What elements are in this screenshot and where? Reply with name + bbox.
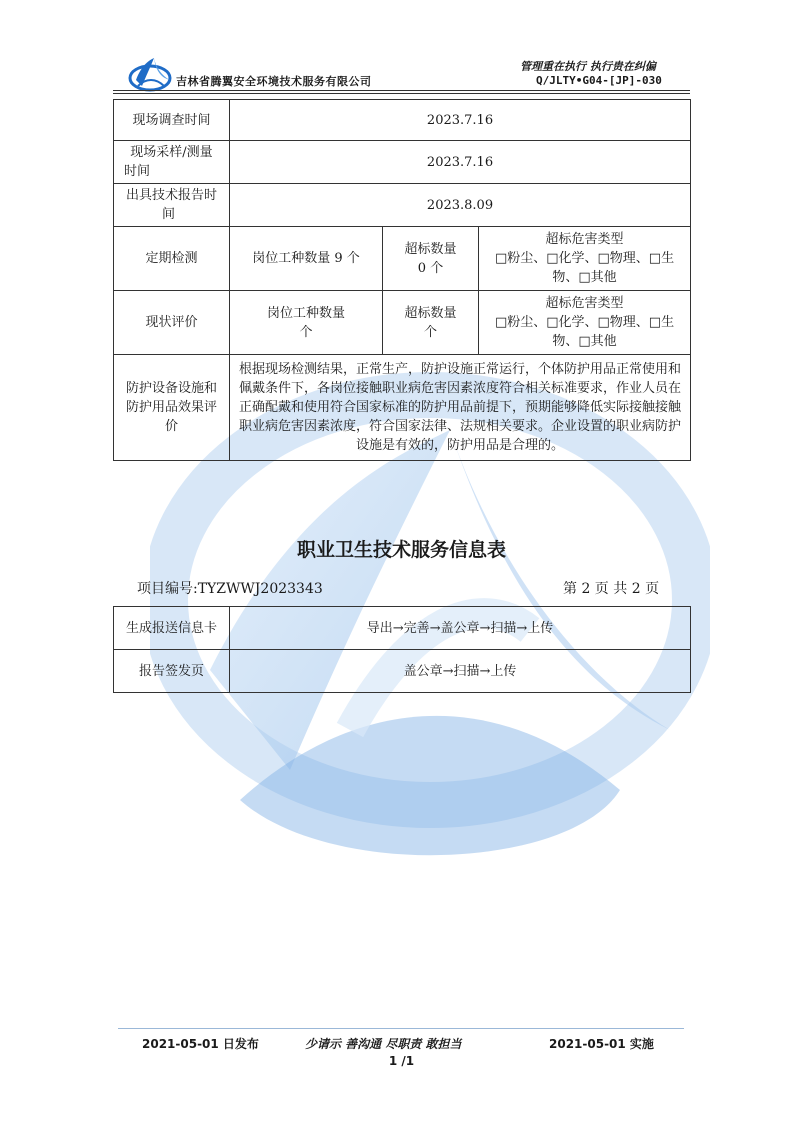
sampling-time-value: 2023.7.16 (230, 141, 691, 184)
table-row (114, 650, 691, 693)
survey-time-value: 2023.7.16 (230, 100, 691, 141)
current-exceed (383, 291, 479, 355)
table-row (114, 607, 691, 650)
sampling-time-label-line1: 现场采样/测量 (130, 145, 213, 160)
page-number: 1 /1 (388, 1054, 415, 1068)
process-label: 报告签发页 (114, 650, 230, 693)
sampling-time-label (114, 141, 230, 184)
header-divider (113, 90, 690, 91)
current-positions-line2: 个 (299, 324, 313, 340)
periodic-test-label: 定期检测 (114, 227, 230, 291)
current-eval-label: 现状评价 (114, 291, 230, 355)
periodic-hazard-title: 超标危害类型 (545, 232, 624, 247)
process-value: 导出→完善→盖公章→扫描→上传 (230, 607, 691, 650)
report-time-value: 2023.8.09 (230, 184, 691, 227)
current-hazard-line2: 物、□其他 (552, 334, 617, 349)
report-time-label (114, 184, 230, 227)
current-exceed-label: 超标数量 (404, 305, 457, 321)
current-positions-line1: 岗位工种数量 (266, 305, 345, 321)
section-title: 职业卫生技术服务信息表 (296, 539, 506, 561)
process-table (113, 606, 691, 693)
footer-motto: 少请示 善沟通 尽职责 敢担当 (305, 1037, 462, 1051)
current-hazard-title: 超标危害类型 (545, 296, 624, 311)
company-logo-icon (128, 56, 172, 92)
current-exceed-value: 个 (423, 324, 437, 340)
table-row (114, 291, 691, 355)
table-row (114, 355, 691, 461)
report-time-label-line1: 出具技术报告时 (125, 188, 217, 203)
service-info-table (113, 99, 691, 461)
current-positions (230, 291, 383, 355)
table-row (114, 141, 691, 184)
protection-label-line3: 价 (164, 419, 178, 434)
page-info: 第 2 页 共 2 页 (563, 581, 660, 597)
periodic-hazard-line2: 物、□其他 (552, 270, 617, 285)
survey-time-label: 现场调查时间 (114, 100, 230, 141)
protection-eval-text: 根据现场检测结果，正常生产，防护设施正常运行，个体防护用品正常使用和佩戴条件下，各岗位接触职业病危害因素浓度符合相关标准要求，作业人员在正确配戴和使用符合国家标准的防护用品前提下，预期能够降低实际接触接触职业病危害因素浓度，符合国家法律、法规相关要求。企业设置的职业病防护设施是有效的，防护用品是合理的。 (230, 355, 691, 461)
implement-date: 2021-05-01 实施 (549, 1037, 654, 1051)
current-hazard-types (479, 291, 691, 355)
protection-label-line1: 防护设备设施和 (125, 381, 217, 396)
publish-date: 2021-05-01 日发布 (142, 1037, 259, 1051)
report-time-label-line2: 间 (162, 207, 176, 222)
protection-eval-label (114, 355, 230, 461)
current-hazard-line1: □粉尘、□化学、□物理、□生 (494, 315, 675, 330)
footer-divider (118, 1028, 684, 1029)
table-row (114, 184, 691, 227)
header-divider-secondary (113, 93, 690, 94)
periodic-exceed-value: 0 个 (417, 260, 444, 276)
periodic-positions: 岗位工种数量 9 个 (230, 227, 383, 291)
periodic-hazard-types (479, 227, 691, 291)
protection-label-line2: 防护用品效果评 (125, 400, 217, 415)
periodic-exceed (383, 227, 479, 291)
periodic-exceed-label: 超标数量 (404, 241, 457, 257)
sampling-time-label-line2: 时间 (124, 164, 151, 179)
table-row (114, 100, 691, 141)
process-value: 盖公章→扫描→上传 (230, 650, 691, 693)
project-number: 项目编号:TYZWWJ2023343 (137, 581, 323, 597)
periodic-hazard-line1: □粉尘、□化学、□物理、□生 (494, 251, 675, 266)
table-row (114, 227, 691, 291)
header-slogan: 管理重在执行 执行贵在纠偏 (520, 60, 656, 73)
process-label: 生成报送信息卡 (114, 607, 230, 650)
company-name: 吉林省腾翼安全环境技术服务有限公司 (176, 75, 372, 88)
document-code: Q/JLTY•G04-[JP]-030 (536, 74, 662, 87)
